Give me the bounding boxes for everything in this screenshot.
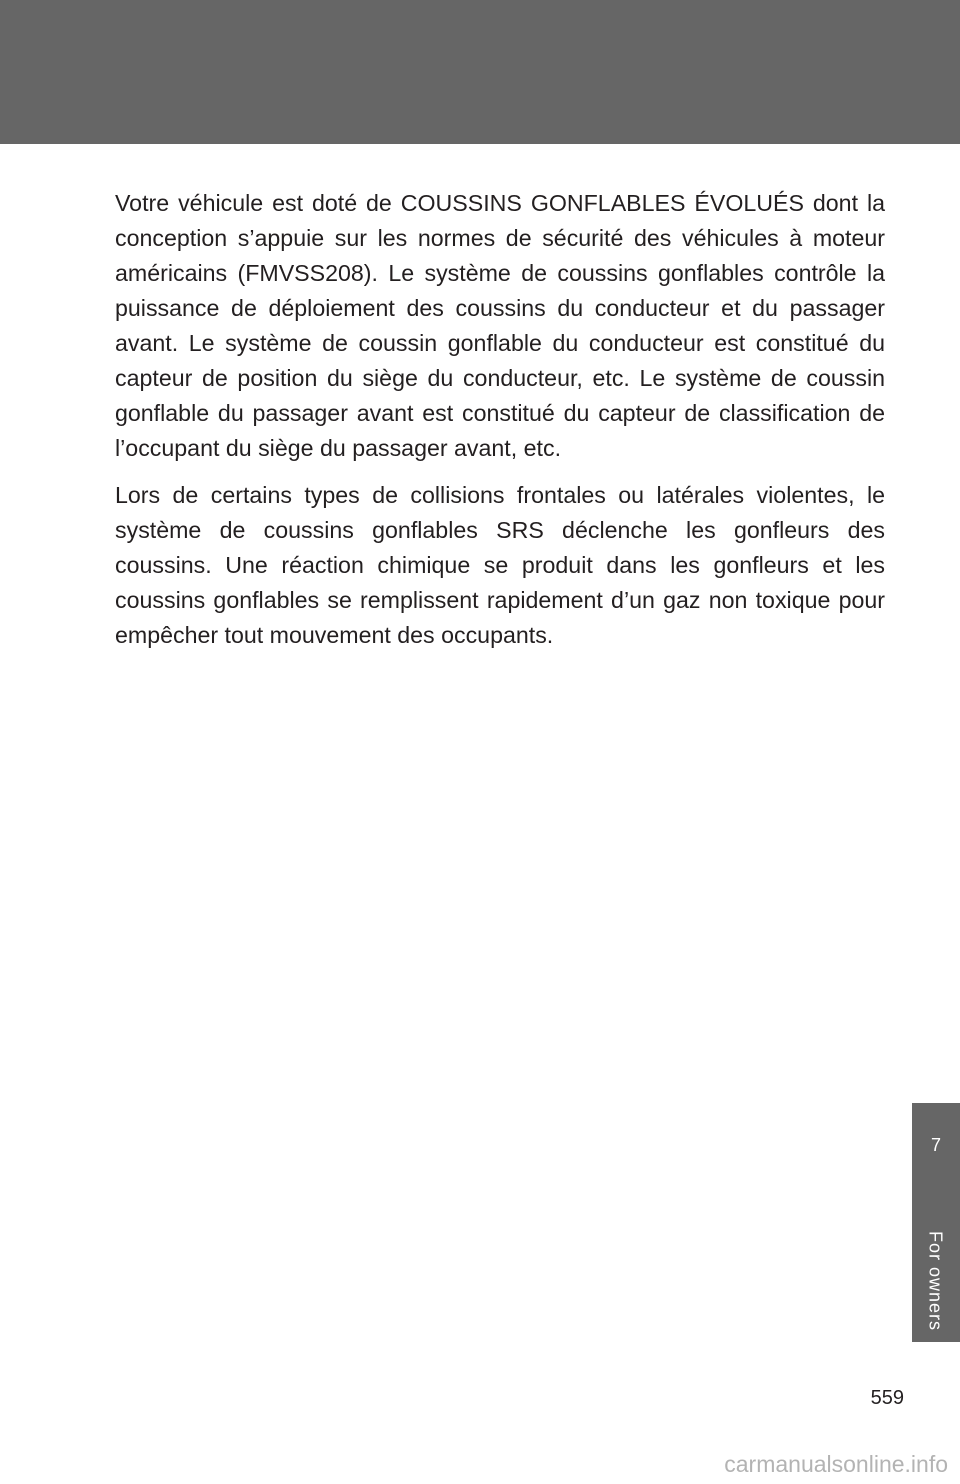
- chapter-number: 7: [930, 1135, 941, 1155]
- paragraph-2: Lors de certains types de collisions frontales ou latérales violentes, le système de coussins gonflables SRS déclenche les gonfleurs des coussins. Une réaction chimique se produit dans les gonfleurs et les coussins gonflables se remplissent rapidement d’un gaz non toxique pour empêcher tout mouvement des occupants.: [115, 482, 885, 648]
- chapter-label: For owners: [925, 1230, 946, 1332]
- paragraph-1: Votre véhicule est doté de COUSSINS GONFLABLES ÉVOLUÉS dont la conception s’appuie sur les normes de sécurité des véhicules à moteur américains (FMVSS208). Le système de coussins gonflables contrôle la puissance de déploiement des coussins du conducteur et du passager avant. Le système de coussin gonflable du conducteur est constitué du capteur de position du siège du conducteur, etc. Le système de coussin gonflable du passager avant est constitué du capteur de classification de l’occupant du siège du passager avant, etc.: [115, 190, 885, 461]
- page-content: [115, 186, 885, 665]
- page-number: 559: [870, 1387, 904, 1409]
- watermark: carmanualsonline.info: [724, 1451, 948, 1477]
- chapter-tab: [912, 1103, 960, 1342]
- header-band: [0, 0, 960, 144]
